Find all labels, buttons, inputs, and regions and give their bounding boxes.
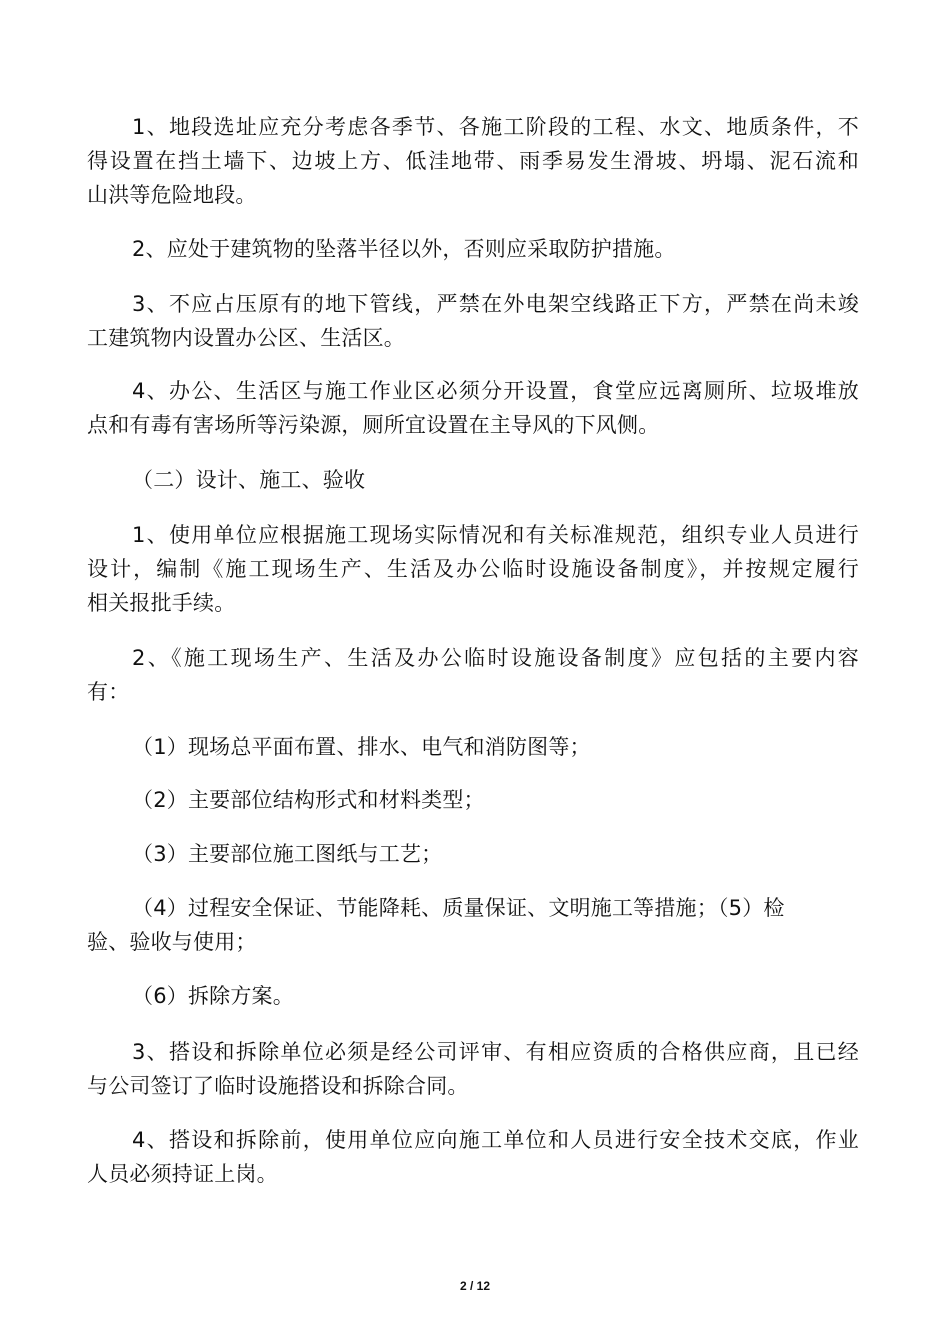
paragraph-qualified-supplier — [87, 1035, 859, 1103]
paragraph-line: 2、《施工现场生产、生活及办公临时设施设备制度》应包括的主要内容 — [132, 646, 859, 670]
list-item-3 — [87, 837, 859, 871]
paragraph-safety-briefing — [87, 1123, 859, 1191]
paragraph-site-selection — [87, 110, 859, 212]
list-item-1 — [87, 730, 859, 764]
paragraph-line: （4）过程安全保证、节能降耗、质量保证、文明施工等措施；（5）检 — [132, 896, 785, 920]
paragraph-office-living-area — [87, 374, 859, 442]
paragraph-line: 工建筑物内设置办公区、生活区。 — [87, 326, 405, 350]
paragraph-line: 4、办公、生活区与施工作业区必须分开设置，食堂应远离厕所、垃圾堆放 — [132, 379, 859, 403]
paragraph-line: 1、使用单位应根据施工现场实际情况和有关标准规范，组织专业人员进行 — [132, 523, 859, 547]
paragraph-line: 山洪等危险地段。 — [87, 183, 257, 207]
paragraph-line: 与公司签订了临时设施搭设和拆除合同。 — [87, 1074, 469, 1098]
paragraph-line: 点和有毒有害场所等污染源，厕所宜设置在主导风的下风侧。 — [87, 413, 660, 437]
paragraph-line: 验、验收与使用； — [87, 930, 257, 954]
paragraph-line: （6）拆除方案。 — [132, 984, 294, 1008]
paragraph-line: （1）现场总平面布置、排水、电气和消防图等； — [132, 735, 591, 759]
paragraph-fall-radius — [87, 232, 859, 266]
paragraph-line: 4、搭设和拆除前，使用单位应向施工单位和人员进行安全技术交底，作业 — [132, 1128, 859, 1152]
paragraph-line: 有： — [87, 680, 130, 704]
section-heading-design-construction-acceptance — [87, 463, 859, 497]
paragraph-regulation-contents — [87, 641, 859, 709]
paragraph-design-by-user — [87, 518, 859, 620]
paragraph-line: 3、搭设和拆除单位必须是经公司评审、有相应资质的合格供应商，且已经 — [132, 1040, 859, 1064]
list-item-2 — [87, 783, 859, 817]
paragraph-line: （3）主要部位施工图纸与工艺； — [132, 842, 443, 866]
paragraph-line: 得设置在挡土墙下、边坡上方、低洼地带、雨季易发生滑坡、坍塌、泥石流和 — [87, 149, 859, 173]
paragraph-line: 设计，编制《施工现场生产、生活及办公临时设施设备制度》，并按规定履行 — [87, 557, 859, 581]
paragraph-line: 人员必须持证上岗。 — [87, 1162, 278, 1186]
page-number: 2 / 12 — [459, 1279, 491, 1293]
list-item-4-5 — [87, 891, 859, 959]
paragraph-line: 2、应处于建筑物的坠落半径以外，否则应采取防护措施。 — [132, 237, 676, 261]
paragraph-line: 相关报批手续。 — [87, 591, 236, 615]
paragraph-underground-pipelines — [87, 287, 859, 355]
paragraph-line: （二）设计、施工、验收 — [132, 468, 366, 492]
paragraph-line: 1、地段选址应充分考虑各季节、各施工阶段的工程、水文、地质条件，不 — [132, 115, 859, 139]
paragraph-line: 3、不应占压原有的地下管线，严禁在外电架空线路正下方，严禁在尚未竣 — [132, 292, 859, 316]
list-item-6 — [87, 979, 859, 1013]
paragraph-line: （2）主要部位结构形式和材料类型； — [132, 788, 485, 812]
